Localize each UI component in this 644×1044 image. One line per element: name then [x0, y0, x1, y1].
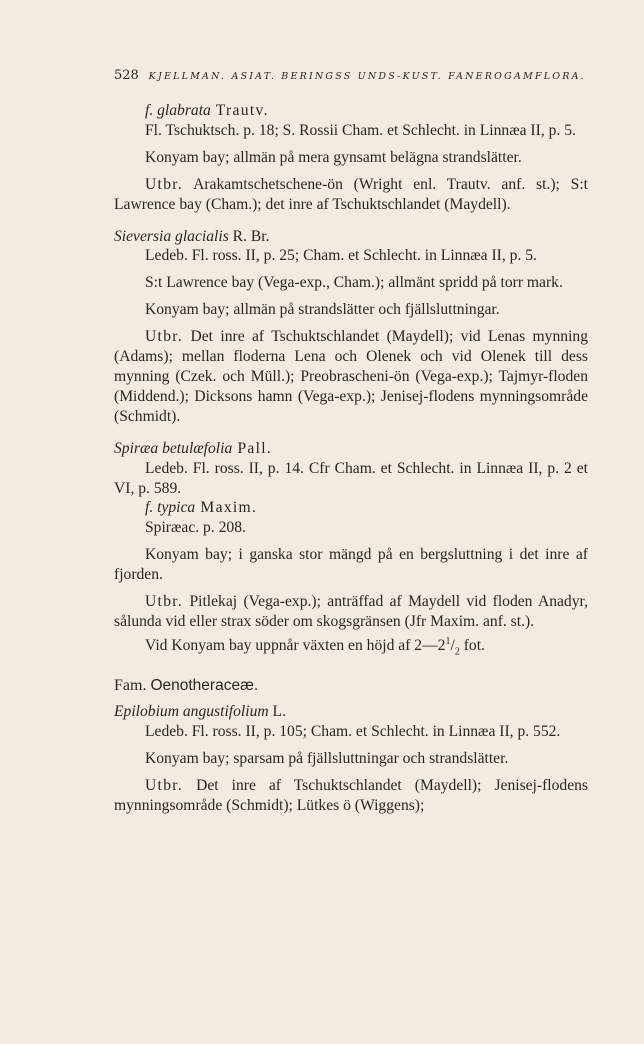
locality-paragraph: Konyam bay; i ganska stor mängd på en bergsluttning i det inre af fjorden.: [114, 546, 588, 584]
page-number: 528: [114, 68, 139, 83]
locality-paragraph: Konyam bay; allmän på mera gynsamt belägna strandslätter.: [145, 148, 522, 166]
running-title: KJELLMAN. ASIAT. BERINGSS UNDS-KUST. FANEROGAMFLORA.: [148, 71, 586, 82]
reference-paragraph: Spiræac. p. 208.: [145, 519, 246, 537]
form-entry: f. typica Maxim.: [145, 499, 258, 517]
distribution-paragraph: Utbr. Pitlekaj (Vega-exp.); anträffad af Maydell vid floden Anadyr, sålunda vid eller strax söder om skogsgränsen (Jfr Maxim. anf. st.).: [114, 593, 588, 630]
height-note: Vid Konyam bay uppnår växten en höjd af $2—2^1/_2$ fot.: [145, 635, 485, 658]
reference-paragraph: Ledeb. Fl. ross. II, p. 14. Cfr Cham. et Schlecht. in Linnæa II, p. 2 et VI, p. 589.: [114, 459, 588, 497]
reference-paragraph: Fl. Tschuktsch. p. 18; S. Rossii Cham. et Schlecht. in Linnæa II, p. 5.: [145, 121, 576, 139]
locality-paragraph: Konyam bay; allmän på strandslätter och fjällsluttningar.: [145, 301, 500, 319]
locality-paragraph: S:t Lawrence bay (Vega-exp., Cham.); allmänt spridd på torr mark.: [145, 274, 563, 292]
family-heading: Fam. Oenotheraceæ.: [114, 677, 259, 695]
species-heading: Sieversia glacialis R. Br.: [114, 227, 270, 245]
page-header: [114, 68, 594, 83]
distribution-paragraph: Utbr. Det inre af Tschuktschlandet (Maydell); Jenisej-flodens mynningsområde (Schmidt); Lütkes ö (Wiggens);: [114, 776, 588, 814]
distribution-paragraph: Utbr. Arakamtschetschene-ön (Wright enl. Trautv. anf. st.); S:t Lawrence bay (Cham.); det inre af Tschuktschlandet (Maydell).: [114, 175, 588, 213]
reference-paragraph: Ledeb. Fl. ross. II, p. 25; Cham. et Schlecht. in Linnæa II, p. 5.: [145, 247, 537, 265]
locality-paragraph: Konyam bay; sparsam på fjällsluttningar och strandslätter.: [145, 749, 509, 767]
form-entry: f. glabrata Trautv.: [145, 102, 269, 119]
species-heading: Spiræa betulæfolia Pall.: [114, 439, 273, 457]
reference-paragraph: Ledeb. Fl. ross. II, p. 105; Cham. et Schlecht. in Linnæa II, p. 552.: [145, 722, 561, 740]
distribution-paragraph: Utbr. Det inre af Tschuktschlandet (Maydell); vid Lenas mynning (Adams); mellan floderna Lena och Olenek och vid Olenek till dess mynning (Czek. och Müll.); Preobrascheni-ön (Vega-exp.); Tajmyr-floden (Middend.); Dicksons hamn (Vega-exp.); Jenisej-flodens mynningsområde (Schmidt).: [114, 328, 588, 425]
body-text: [114, 101, 588, 815]
species-heading: Epilobium angustifolium L.: [114, 702, 286, 720]
